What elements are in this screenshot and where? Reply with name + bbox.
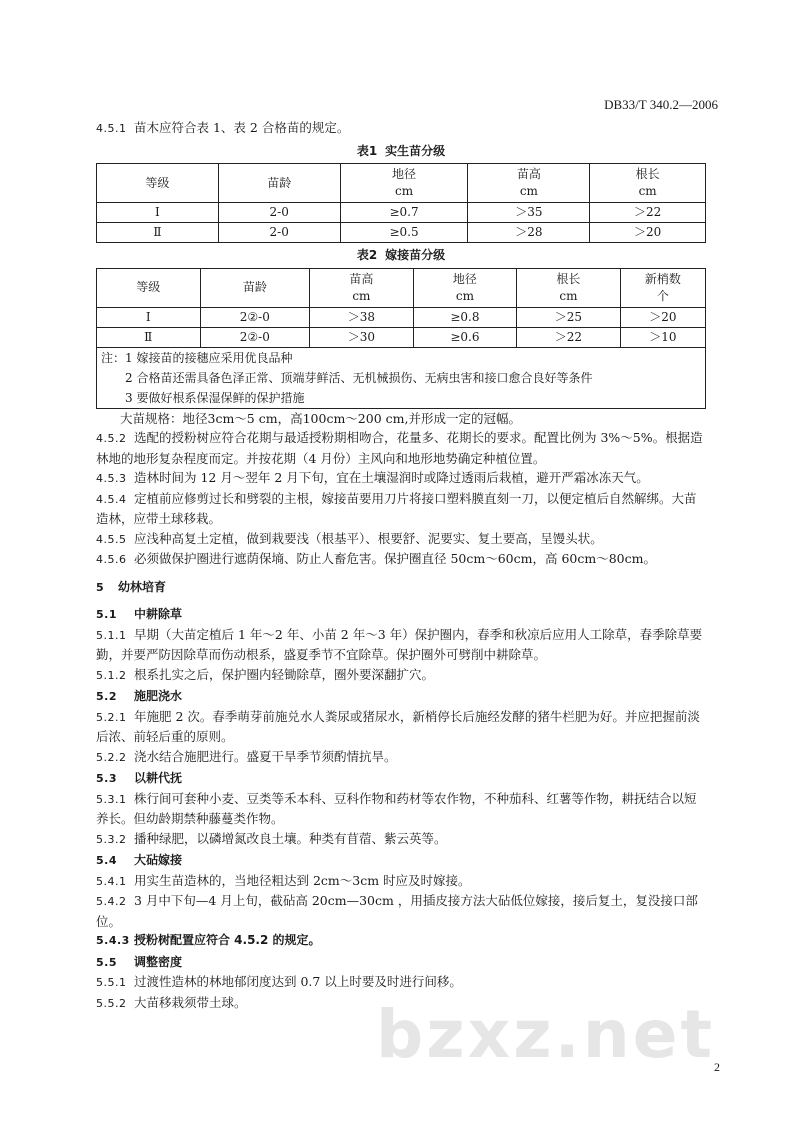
section-title: 大砧嫁接 bbox=[134, 853, 183, 867]
header-cell: 地径 cm bbox=[413, 268, 517, 307]
clause-text: 用实生苗造林的，当地径粗达到 2cm～3cm 时应及时嫁接。 bbox=[134, 872, 471, 888]
clause-number: 5.5.1 bbox=[96, 976, 127, 989]
table-cell: 2②-0 bbox=[200, 327, 310, 347]
table-cell: 2②-0 bbox=[200, 307, 310, 327]
table-row bbox=[97, 223, 706, 243]
subsection-heading-5-2 bbox=[96, 687, 706, 707]
table-title: 实生苗分级 bbox=[385, 143, 446, 158]
table-cell: ＞22 bbox=[517, 327, 621, 347]
clause-text: 早期（大苗定植后 1 年～2 年、小苗 2 年～3 年）保护圈内，春季和秋凉后应用人工除草，春季除草要勤，并要严防因除草而伤动根系，盛夏季节不宜除草。保护圈外可劈削中耕除草。 bbox=[96, 626, 703, 662]
clause-number: 5.3.2 bbox=[96, 832, 127, 846]
section-number: 5.1 bbox=[96, 608, 117, 621]
section-number: 5.5 bbox=[96, 955, 117, 969]
header-cell: 等级 bbox=[97, 268, 201, 307]
clause-number: 4.5.5 bbox=[96, 532, 127, 546]
table-row bbox=[97, 327, 706, 347]
table-cell: ＞10 bbox=[620, 327, 705, 347]
clause-4-5-6 bbox=[96, 549, 706, 570]
header-cell: 苗龄 bbox=[200, 268, 310, 307]
clause-number: 5.3.1 bbox=[96, 792, 127, 806]
header-cell: 地径 cm bbox=[340, 164, 468, 203]
table-cell: 2-0 bbox=[218, 203, 340, 223]
clause-5-4-2 bbox=[96, 891, 706, 931]
clause-4-5-3 bbox=[96, 468, 706, 489]
table-note: 3 要做好根系保湿保鲜的保护措施 bbox=[125, 390, 305, 405]
clause-number: 5.1.1 bbox=[96, 628, 127, 642]
clause-text: 过渡性造林的林地郁闭度达到 0.7 以上时要及时进行间移。 bbox=[134, 974, 462, 989]
clause-5-2-2 bbox=[96, 747, 706, 768]
section-title: 以耕代抚 bbox=[134, 771, 183, 785]
clause-text: 造林时间为 12 月～翌年 2 月下旬，宜在土壤湿润时或降过透雨后栽植，避开严霜冰冻天气。 bbox=[134, 470, 649, 485]
clause-number: 4.5.4 bbox=[96, 492, 127, 506]
page-content bbox=[96, 118, 706, 1013]
header-cell: 等级 bbox=[97, 164, 219, 203]
clause-number: 5.4.1 bbox=[96, 874, 127, 888]
table-cell: ＞22 bbox=[590, 203, 706, 223]
table-title: 嫁接苗分级 bbox=[385, 248, 446, 262]
table-cell: ＞30 bbox=[310, 327, 414, 347]
clause-text: 3 月中下旬—4 月上旬，截砧高 20cm—30cm ，用插皮接方法大砧低位嫁接，接后复土，复没接口部位。 bbox=[96, 893, 698, 929]
table-cell: ≥0.8 bbox=[413, 307, 517, 327]
table-cell: ＞25 bbox=[517, 307, 621, 327]
clause-number: 5.2.1 bbox=[96, 710, 127, 724]
subsection-heading-5-4 bbox=[96, 851, 706, 871]
clause-text: 授粉树配置应符合 4.5.2 的规定。 bbox=[134, 933, 321, 947]
page-number: 2 bbox=[714, 1060, 720, 1074]
clause-5-2-1 bbox=[96, 707, 706, 747]
table-seedling-grades bbox=[96, 163, 706, 243]
header-cell: 根长 cm bbox=[590, 164, 706, 203]
clause-5-4-3 bbox=[96, 931, 706, 951]
watermark: bzxz.net bbox=[376, 996, 716, 1073]
table-cell: ≥0.6 bbox=[413, 327, 517, 347]
clause-number: 4.5.2 bbox=[96, 432, 127, 445]
table-cell: ≥0.5 bbox=[340, 223, 468, 243]
section-number: 5 bbox=[96, 580, 105, 594]
table-cell: ＞38 bbox=[310, 307, 414, 327]
clause-text: 必须做保护圈进行遮荫保墒、防止人畜危害。保护圈直径 50cm～60cm，高 60cm～80cm。 bbox=[134, 551, 656, 566]
clause-5-4-1 bbox=[96, 871, 706, 892]
section-number: 5.3 bbox=[96, 772, 117, 785]
section-number: 5.2 bbox=[96, 690, 117, 703]
clause-text: 应浅种高复土定植，做到栽要浅（根基平）、根要舒、泥要实、复土要高，呈馒头状。 bbox=[134, 530, 603, 546]
clause-5-5-1 bbox=[96, 972, 706, 993]
clause-text: 苗木应符合表 1、表 2 合格苗的规定。 bbox=[134, 120, 350, 135]
section-title: 中耕除草 bbox=[134, 607, 183, 621]
header-cell: 苗高 cm bbox=[310, 268, 414, 307]
header-cell: 新梢数 个 bbox=[620, 268, 705, 307]
document-id: DB33/T 340.2—2006 bbox=[604, 97, 718, 112]
clause-number: 5.2.2 bbox=[96, 750, 127, 764]
clause-4-5-1 bbox=[96, 118, 706, 139]
table-cell: ≥0.7 bbox=[340, 203, 468, 223]
clause-text: 根系扎实之后，保护圈内轻锄除草，圈外要深翻扩穴。 bbox=[134, 666, 435, 682]
clause-5-1-1 bbox=[96, 625, 706, 665]
clause-text: 浇水结合施肥进行。盛夏干旱季节须酌情抗旱。 bbox=[134, 748, 397, 764]
table-cell: ＞20 bbox=[590, 223, 706, 243]
table-cell: 2-0 bbox=[218, 223, 340, 243]
table-header-row bbox=[97, 268, 706, 307]
header-cell: 根长 cm bbox=[517, 268, 621, 307]
table-cell: Ⅰ bbox=[97, 307, 201, 327]
clause-text: 播种绿肥，以磷增氮改良土壤。种类有苜蓿、紫云英等。 bbox=[134, 830, 447, 846]
clause-number: 4.5.6 bbox=[96, 553, 127, 566]
section-number: 5.4 bbox=[96, 854, 117, 867]
table-cell: ＞35 bbox=[468, 203, 590, 223]
clause-number: 4.5.1 bbox=[96, 122, 127, 135]
subsection-heading-5-5 bbox=[96, 953, 706, 973]
table-grafted-seedling-grades bbox=[96, 268, 706, 409]
subsection-heading-5-1 bbox=[96, 605, 706, 625]
clause-4-5-2 bbox=[96, 428, 706, 468]
section-title: 调整密度 bbox=[134, 954, 183, 969]
large-seedling-spec: 大苗规格：地径3cm～5 cm，高100cm～200 cm,并形成一定的冠幅。 bbox=[120, 410, 521, 426]
clause-4-5-5 bbox=[96, 529, 706, 550]
table-note: 注：1 嫁接苗的接穗应采用优良品种 bbox=[101, 350, 293, 365]
table-row bbox=[97, 307, 706, 327]
clause-number: 5.1.2 bbox=[96, 668, 127, 682]
section-title: 施肥浇水 bbox=[134, 689, 183, 703]
clause-text: 定植前应修剪过长和劈裂的主根，嫁接苗要用刀片将接口塑料膜直刻一刀，以便定植后自然解绑。大苗造林，应带土球移栽。 bbox=[96, 490, 697, 526]
clause-text: 株行间可套种小麦、豆类等禾本科、豆科作物和药材等农作物，不种茄科、红薯等作物，耕抚结合以短养长。但幼龄期禁种藤蔓类作物。 bbox=[96, 790, 697, 826]
header-cell: 苗龄 bbox=[218, 164, 340, 203]
clause-text: 年施肥 2 次。春季萌芽前施兑水人粪尿或猪尿水，新梢停长后施经发酵的猪牛栏肥为好。并应把握前淡后浓、前轻后重的原则。 bbox=[96, 708, 700, 744]
table2-caption bbox=[96, 246, 706, 266]
table-number: 表2 bbox=[356, 248, 378, 262]
clause-5-3-2 bbox=[96, 829, 706, 850]
clause-number: 5.4.2 bbox=[96, 895, 127, 908]
table-cell: Ⅰ bbox=[97, 203, 219, 223]
clause-5-3-1 bbox=[96, 789, 706, 829]
table-row bbox=[97, 203, 706, 223]
section-title: 幼林培育 bbox=[118, 579, 167, 594]
table-cell: Ⅱ bbox=[97, 223, 219, 243]
clause-number: 5.4.3 bbox=[96, 934, 130, 947]
header-cell: 苗高 cm bbox=[468, 164, 590, 203]
clause-5-1-2 bbox=[96, 665, 706, 686]
table-number: 表1 bbox=[356, 143, 378, 158]
clause-number: 4.5.3 bbox=[96, 472, 127, 485]
clause-number: 5.5.2 bbox=[96, 996, 127, 1010]
table-notes-row bbox=[97, 347, 706, 408]
section-heading-5 bbox=[96, 578, 706, 598]
table-header-row bbox=[97, 164, 706, 203]
table-notes bbox=[97, 347, 706, 408]
table-note: 2 合格苗还需具备色泽正常、顶端芽鲜活、无机械损伤、无病虫害和接口愈合良好等条件 bbox=[125, 370, 593, 385]
clause-4-5-4 bbox=[96, 489, 706, 529]
table-cell: ＞28 bbox=[468, 223, 590, 243]
table-cell: Ⅱ bbox=[97, 327, 201, 347]
clause-text: 大苗移栽须带土球。 bbox=[134, 994, 247, 1010]
table1-caption bbox=[96, 142, 706, 162]
table-cell: ＞20 bbox=[620, 307, 705, 327]
clause-text: 选配的授粉树应符合花期与最适授粉期相吻合，花量多、花期长的要求。配置比例为 3%～5%。根据造林地的地形复杂程度而定。并按花期（4 月份）主风向和地形地势确定种植位置。 bbox=[96, 430, 703, 466]
subsection-heading-5-3 bbox=[96, 769, 706, 789]
